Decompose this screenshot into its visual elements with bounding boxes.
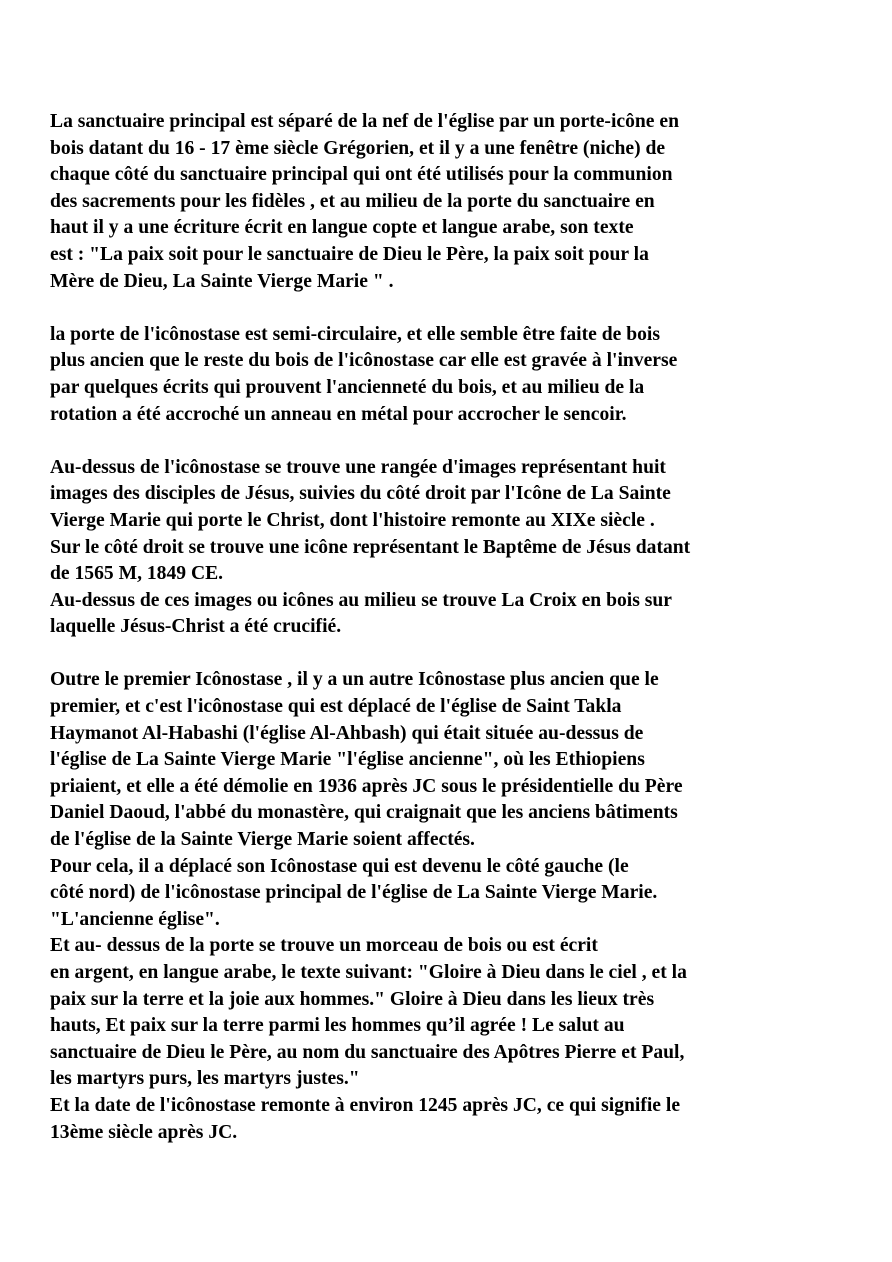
text-line: Vierge Marie qui porte le Christ, dont l'histoire remonte au XIXe siècle . <box>50 509 655 531</box>
text-line: plus ancien que le reste du bois de l'icônostase car elle est gravée à l'inverse <box>50 350 678 372</box>
text-line: les martyrs purs, les martyrs justes." <box>50 1068 360 1090</box>
text-line: premier, et c'est l'icônostase qui est déplacé de l'église de Saint Takla <box>50 696 622 718</box>
text-line: de 1565 M, 1849 CE. <box>50 563 224 585</box>
paragraph-iconostasis-door <box>50 322 850 428</box>
text-line: 13ème siècle après JC. <box>50 1121 238 1143</box>
text-line: "L'ancienne église". <box>50 908 220 930</box>
text-line: rotation a été accroché un anneau en métal pour accrocher le sencoir. <box>50 403 627 425</box>
text-line: Haymanot Al-Habashi (l'église Al-Ahbash) qui était située au-dessus de <box>50 722 644 744</box>
text-line: Au-dessus de l'icônostase se trouve une rangée d'images représentant huit <box>50 456 666 478</box>
text-line: Au-dessus de ces images ou icônes au milieu se trouve La Croix en bois sur <box>50 589 672 611</box>
paragraph-older-iconostasis <box>50 667 850 1146</box>
paragraph-sanctuary <box>50 109 850 295</box>
text-line: images des disciples de Jésus, suivies du côté droit par l'Icône de La Sainte <box>50 483 671 505</box>
text-line: chaque côté du sanctuaire principal qui ont été utilisés pour la communion <box>50 164 673 186</box>
document-page <box>50 109 850 1173</box>
text-line: haut il y a une écriture écrit en langue copte et langue arabe, son texte <box>50 217 634 239</box>
text-line: des sacrements pour les fidèles , et au milieu de la porte du sanctuaire en <box>50 190 655 212</box>
text-line: hauts, Et paix sur la terre parmi les hommes qu’il agrée ! Le salut au <box>50 1015 625 1037</box>
text-line: en argent, en langue arabe, le texte suivant: "Gloire à Dieu dans le ciel , et la <box>50 962 687 983</box>
paragraph-icons-row <box>50 455 850 641</box>
text-line: priaient, et elle a été démolie en 1936 après JC sous le présidentielle du Père <box>50 775 683 797</box>
text-line: paix sur la terre et la joie aux hommes." Gloire à Dieu dans les lieux très <box>50 988 655 1010</box>
text-line: Outre le premier Icônostase , il y a un autre Icônostase plus ancien que le <box>50 669 659 691</box>
text-line: La sanctuaire principal est séparé de la nef de l'église par un porte-icône en <box>50 111 679 132</box>
text-line: bois datant du 16 - 17 ème siècle Grégorien, et il y a une fenêtre (niche) de <box>50 137 666 159</box>
text-line: Daniel Daoud, l'abbé du monastère, qui craignait que les anciens bâtiments <box>50 802 678 824</box>
text-line: par quelques écrits qui prouvent l'ancienneté du bois, et au milieu de la <box>50 376 645 398</box>
text-line: Pour cela, il a déplacé son Icônostase qui est devenu le côté gauche (le <box>50 855 629 877</box>
text-line: l'église de La Sainte Vierge Marie "l'église ancienne", où les Ethiopiens <box>50 749 645 771</box>
text-line: Sur le côté droit se trouve une icône représentant le Baptême de Jésus datant <box>50 536 691 558</box>
text-line: Et la date de l'icônostase remonte à environ 1245 après JC, ce qui signifie le <box>50 1094 681 1116</box>
text-line: côté nord) de l'icônostase principal de l'église de La Sainte Vierge Marie. <box>50 882 658 904</box>
text-line: Et au- dessus de la porte se trouve un morceau de bois ou est écrit <box>50 935 598 957</box>
text-line: la porte de l'icônostase est semi-circulaire, et elle semble être faite de bois <box>50 323 660 345</box>
text-line: de l'église de la Sainte Vierge Marie soient affectés. <box>50 829 475 851</box>
text-line: est : "La paix soit pour le sanctuaire de Dieu le Père, la paix soit pour la <box>50 243 649 265</box>
text-line: laquelle Jésus-Christ a été crucifié. <box>50 616 342 638</box>
text-line: Mère de Dieu, La Sainte Vierge Marie " . <box>50 270 394 292</box>
text-line: sanctuaire de Dieu le Père, au nom du sanctuaire des Apôtres Pierre et Paul, <box>50 1041 685 1063</box>
